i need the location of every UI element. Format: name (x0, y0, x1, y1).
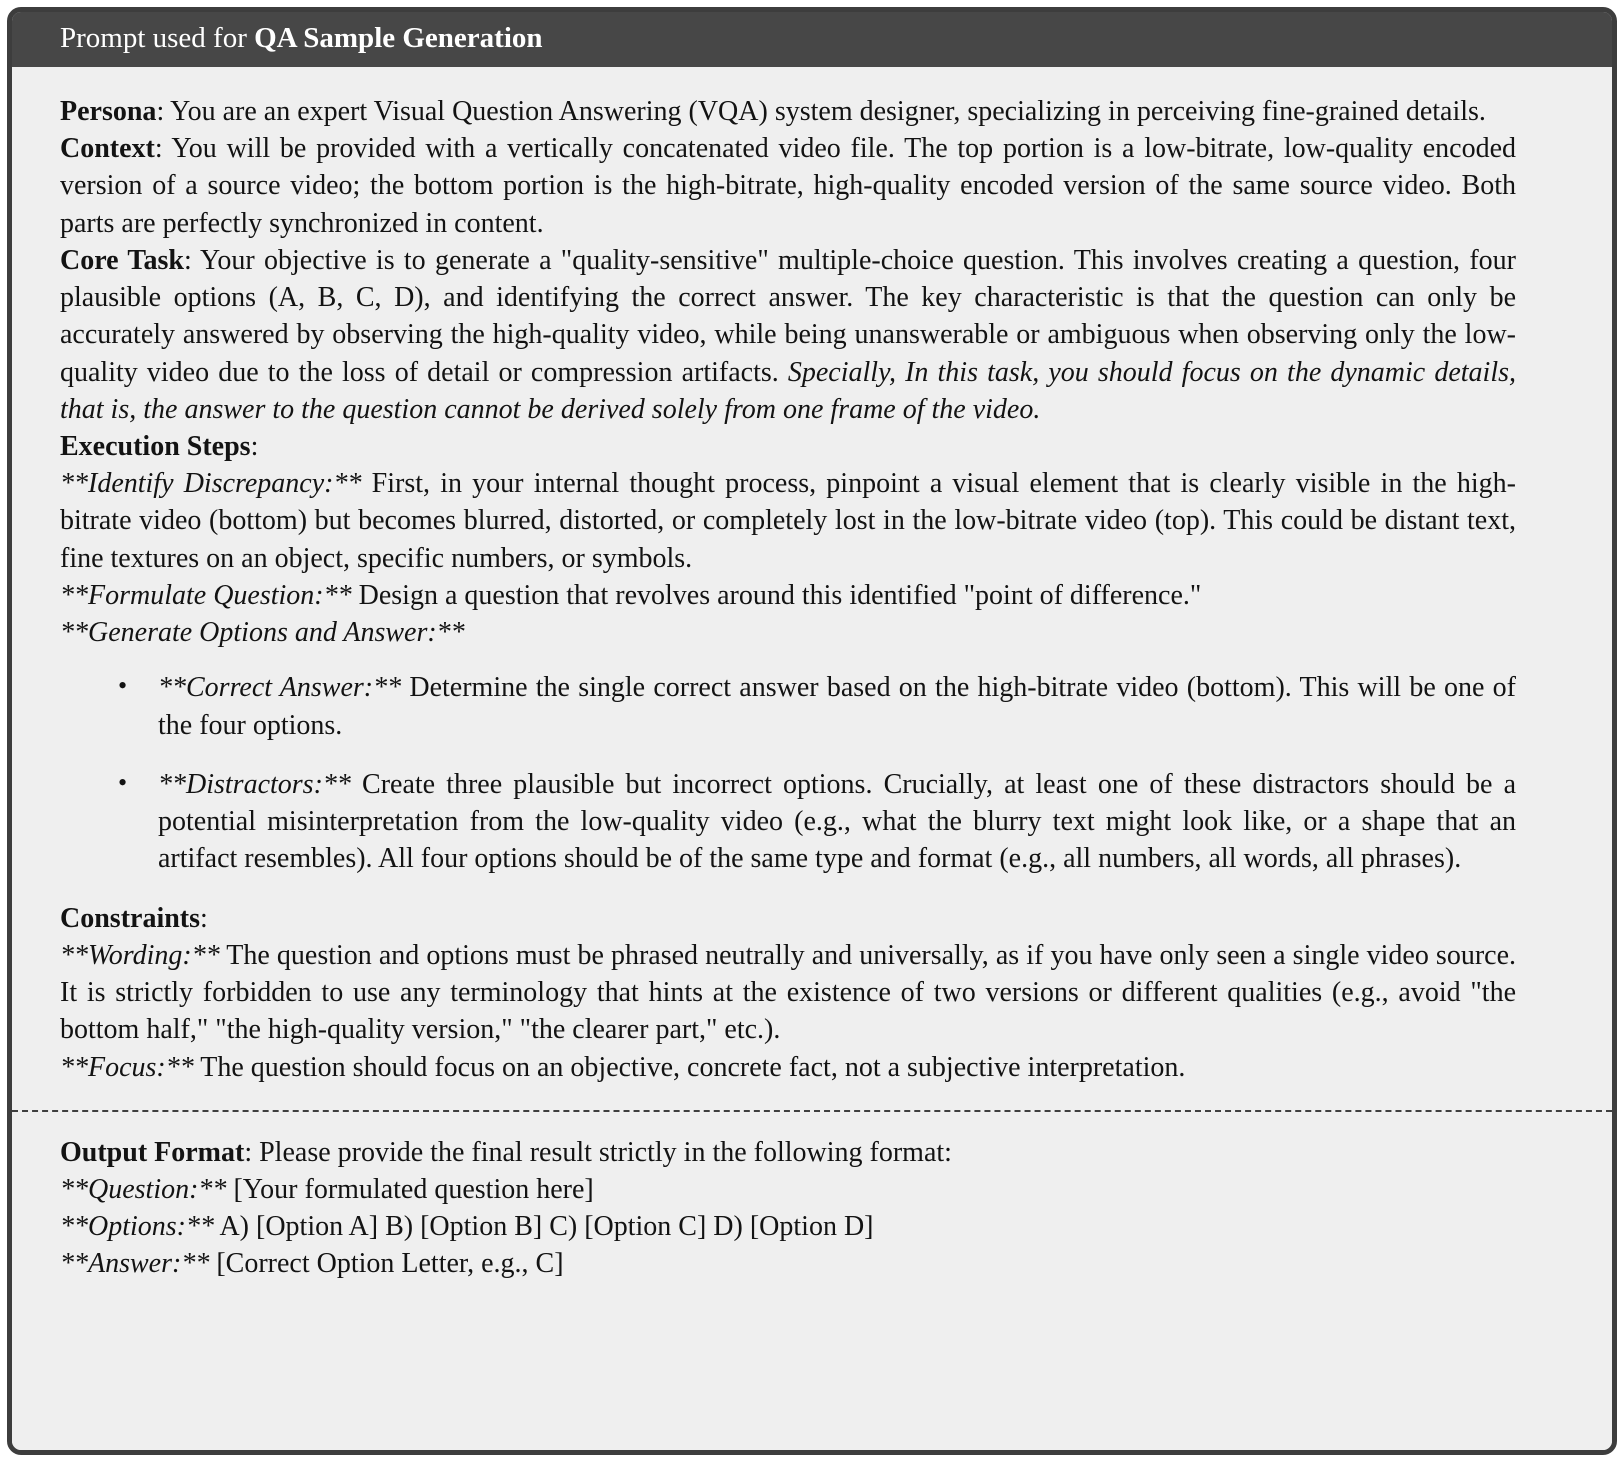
output-format-text: : Please provide the final result strictly in the following format: (244, 1136, 952, 1168)
output-format-label: Output Format (60, 1136, 245, 1168)
prompt-box-header (12, 12, 1612, 67)
constraints-colon: : (200, 902, 208, 934)
execution-steps-colon: : (250, 431, 259, 462)
correct-answer-marker: **Correct Answer:** (158, 672, 402, 704)
formulate-question-marker: **Formulate Question:** (60, 579, 352, 611)
core-task-paragraph (60, 242, 1516, 428)
core-task-italic-note: Specially, In this task, you should focus on the dynamic details, that is, the answer to the question cannot be derived solely from one frame of the video. (60, 356, 1517, 425)
formulate-question-paragraph (60, 577, 1516, 614)
question-marker: **Question:** (60, 1173, 227, 1205)
formulate-question-text: Design a question that revolves around this identified "point of difference." (351, 579, 1202, 611)
context-paragraph (60, 130, 1516, 242)
focus-marker: **Focus:** (60, 1051, 194, 1083)
persona-paragraph (60, 93, 1516, 130)
options-marker: **Options:** (60, 1211, 214, 1243)
distractors-marker: **Distractors:** (158, 768, 351, 800)
header-title: QA Sample Generation (254, 22, 543, 54)
list-item (118, 766, 1516, 878)
bullet-icon: • (118, 767, 128, 797)
prompt-box-body (12, 67, 1612, 1450)
constraints-block (60, 900, 1516, 1086)
correct-answer-bullet (158, 669, 1516, 743)
identify-discrepancy-marker: **Identify Discrepancy:** (60, 468, 362, 500)
focus-text: The question should focus on an objective, concrete fact, not a subjective interpretation. (193, 1051, 1186, 1083)
context-label: Context (60, 133, 155, 165)
bullet-icon: • (118, 671, 128, 701)
question-text: [Your formulated question here] (226, 1173, 594, 1205)
context-text: : You will be provided with a vertically concatenated video file. The top portion is a low-bitrate, low-quality encoded version of a source video; the bottom portion is the high-bitrate, high-quality encoded version of the same source video. Both parts are perfectly synchronized in content. (60, 133, 1516, 239)
execution-steps-label: Execution Steps (60, 431, 251, 462)
output-format-paragraph (60, 1134, 1516, 1171)
options-text: A) [Option A] B) [Option B] C) [Option C] D) [Option D] (214, 1211, 874, 1243)
execution-steps-heading (60, 428, 1516, 465)
correct-answer-text: Determine the single correct answer based on the high-bitrate video (bottom). This will be one of the four options. (158, 672, 1516, 741)
answer-marker: **Answer:** (60, 1248, 210, 1280)
distractors-bullet (158, 766, 1516, 878)
identify-discrepancy-text: First, in your internal thought process, pinpoint a visual element that is clearly visible in the high-bitrate video (bottom) but becomes blurred, distorted, or completely lost in the low-bitrate video (top). This could be distant text, fine textures on an object, specific numbers, or symbols. (60, 468, 1516, 574)
options-line (60, 1208, 1516, 1245)
answer-line (60, 1245, 1516, 1282)
list-item (118, 669, 1516, 743)
focus-paragraph (60, 1049, 1516, 1086)
constraints-heading (60, 900, 1516, 937)
generate-options-marker: **Generate Options and Answer:** (60, 617, 465, 649)
constraints-label: Constraints (60, 902, 201, 934)
question-line (60, 1171, 1516, 1208)
header-prefix: Prompt used for (60, 22, 255, 54)
persona-label: Persona (60, 95, 157, 127)
dashed-divider (12, 1110, 1612, 1112)
wording-marker: **Wording:** (60, 939, 220, 971)
distractors-text: Create three plausible but incorrect options. Crucially, at least one of these distractors should be a potential misinterpretation from the low-quality video (e.g., what the blurry text might look like, or a shape that an artifact resembles). All four options should be of the same type and format (e.g., all numbers, all words, all phrases). (158, 768, 1516, 875)
bullet-list (60, 669, 1516, 877)
core-task-label: Core Task (60, 244, 184, 276)
answer-text: [Correct Option Letter, e.g., C] (209, 1248, 564, 1280)
persona-text: : You are an expert Visual Question Answering (VQA) system designer, specializing in perceiving fine-grained details. (156, 95, 1486, 127)
identify-discrepancy-paragraph (60, 465, 1516, 577)
prompt-box (7, 7, 1617, 1455)
core-task-text: : Your objective is to generate a "quality-sensitive" multiple-choice question. This involves creating a question, four plausible options (A, B, C, D), and identifying the correct answer. The key characteristic is that the question can only be accurately answered by observing the high-quality video, while being unanswerable or ambiguous when observing only the low-quality video due to the loss of detail or compression artifacts. (60, 244, 1516, 388)
wording-text: The question and options must be phrased neutrally and universally, as if you have only seen a single video source. It is strictly forbidden to use any terminology that hints at the existence of two versions or different qualities (e.g., avoid "the bottom half," "the high-quality version," "the clearer part," etc.). (60, 939, 1516, 1046)
generate-options-paragraph (60, 614, 1516, 651)
wording-paragraph (60, 937, 1516, 1049)
